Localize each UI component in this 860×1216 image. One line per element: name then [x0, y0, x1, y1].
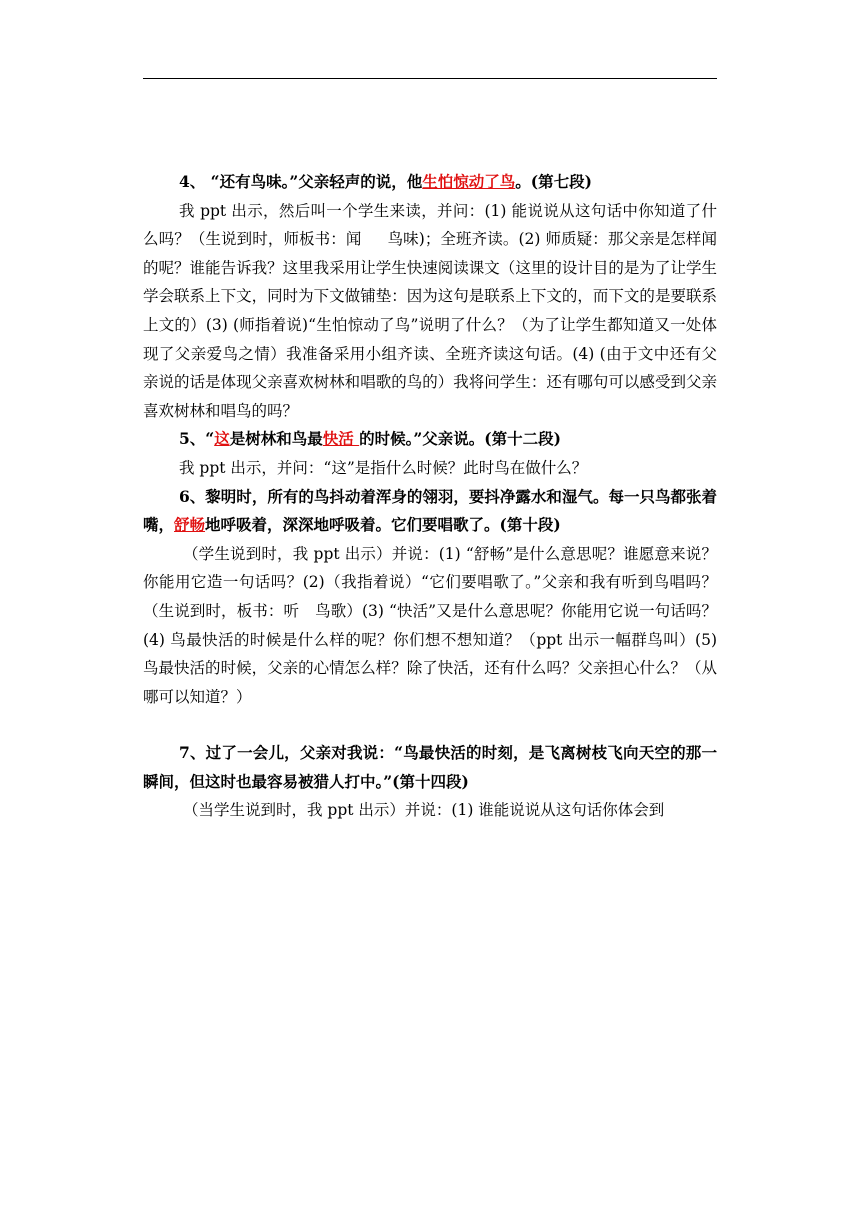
section-5-heading-start: 5、“ — [179, 429, 215, 449]
section-4-heading-text: 4、 “还有鸟味。”父亲轻声的说，他 — [179, 172, 423, 191]
section-6-body — [143, 540, 717, 712]
section-4-body-part2: 鸟味)；全班齐读。(2) 师质疑：那父亲是怎样闻的呢？谁能告诉我？这里我采用让学生快速阅读课文（这里的设计目的是为了让学生学会联系上下文，同时为下文做铺垫：因为这句是联系上下文的，而下文的是要联系上文的）(3) (师指着说)“生怕惊动了鸟”说明了什么？（为了让学生都知道又一处体现了父亲爱鸟之情）我准备采用小组齐读、全班齐读这句话。(4) (由于文中还有父亲说的话是体现父亲喜欢树林和唱歌的鸟的）我将问学生：还有哪句可以感受到父亲喜欢树林和唱鸟的吗？ — [143, 230, 717, 420]
header-rule — [143, 78, 717, 79]
section-5-heading-end: 的时候。”父亲说。(第十二段) — [359, 429, 561, 449]
section-5-heading — [143, 425, 717, 454]
section-7-heading: 7、过了一会儿，父亲对我说：“鸟最快活的时刻，是飞离树枝飞向天空的那一瞬间，但这时也最容易被猎人打中。”(第十四段) — [143, 743, 717, 791]
section-4-highlight: 生怕惊动了鸟 — [422, 172, 516, 191]
section-4-heading-end: 。(第七段) — [515, 172, 592, 191]
section-4-body-part1: 我 ppt 出示，然后叫一个学生来读，并问：(1) 能说说从这句话中你知道了什么吗？（生说到时，师板书：闻 — [143, 201, 717, 249]
section-5-heading-mid: 是树林和鸟最 — [229, 429, 323, 449]
section-5-highlight-1: 这 — [214, 429, 230, 449]
document-body — [143, 168, 717, 825]
section-5-highlight-2: 快活 — [322, 429, 360, 449]
section-6-heading-text: 6、黎明时，所有的鸟抖动着浑身的翎羽，要抖净露水和湿气。每一只鸟都张着嘴， — [143, 486, 717, 535]
section-4-heading — [143, 168, 717, 197]
section-6-heading-end: 地呼吸着，深深地呼吸着。它们要唱歌了。(第十段) — [205, 515, 561, 535]
section-7-body: （当学生说到时，我 ppt 出示）并说：(1) 谁能说说从这句话你体会到 — [183, 801, 665, 820]
paragraph-gap — [143, 711, 717, 739]
section-6-heading — [143, 483, 717, 540]
section-6-body-part2: 鸟歌）(3) “快活”又是什么意思呢？你能用它说一句话吗？(4) 鸟最快活的时候是什么样的呢？你们想不想知道？（ppt 出示一幅群鸟叫）(5) 鸟最快活的时候，父亲的心情怎么样？除了快活，还有什么吗？父亲担心什么？（从哪可以知道？） — [143, 601, 717, 706]
section-5-body: 我 ppt 出示，并问：“这”是指什么时候？此时鸟在做什么？ — [179, 458, 588, 477]
section-6-body-part1: （学生说到时，我 ppt 出示）并说：(1) “舒畅”是什么意思呢？谁愿意来说？你能用它造一句话吗？(2)（我指着说）“它们要唱歌了。”父亲和我有听到鸟唱吗？（生说到时，板书：听 — [143, 544, 717, 620]
section-4-body — [143, 197, 717, 426]
section-6-highlight: 舒畅 — [174, 515, 206, 535]
